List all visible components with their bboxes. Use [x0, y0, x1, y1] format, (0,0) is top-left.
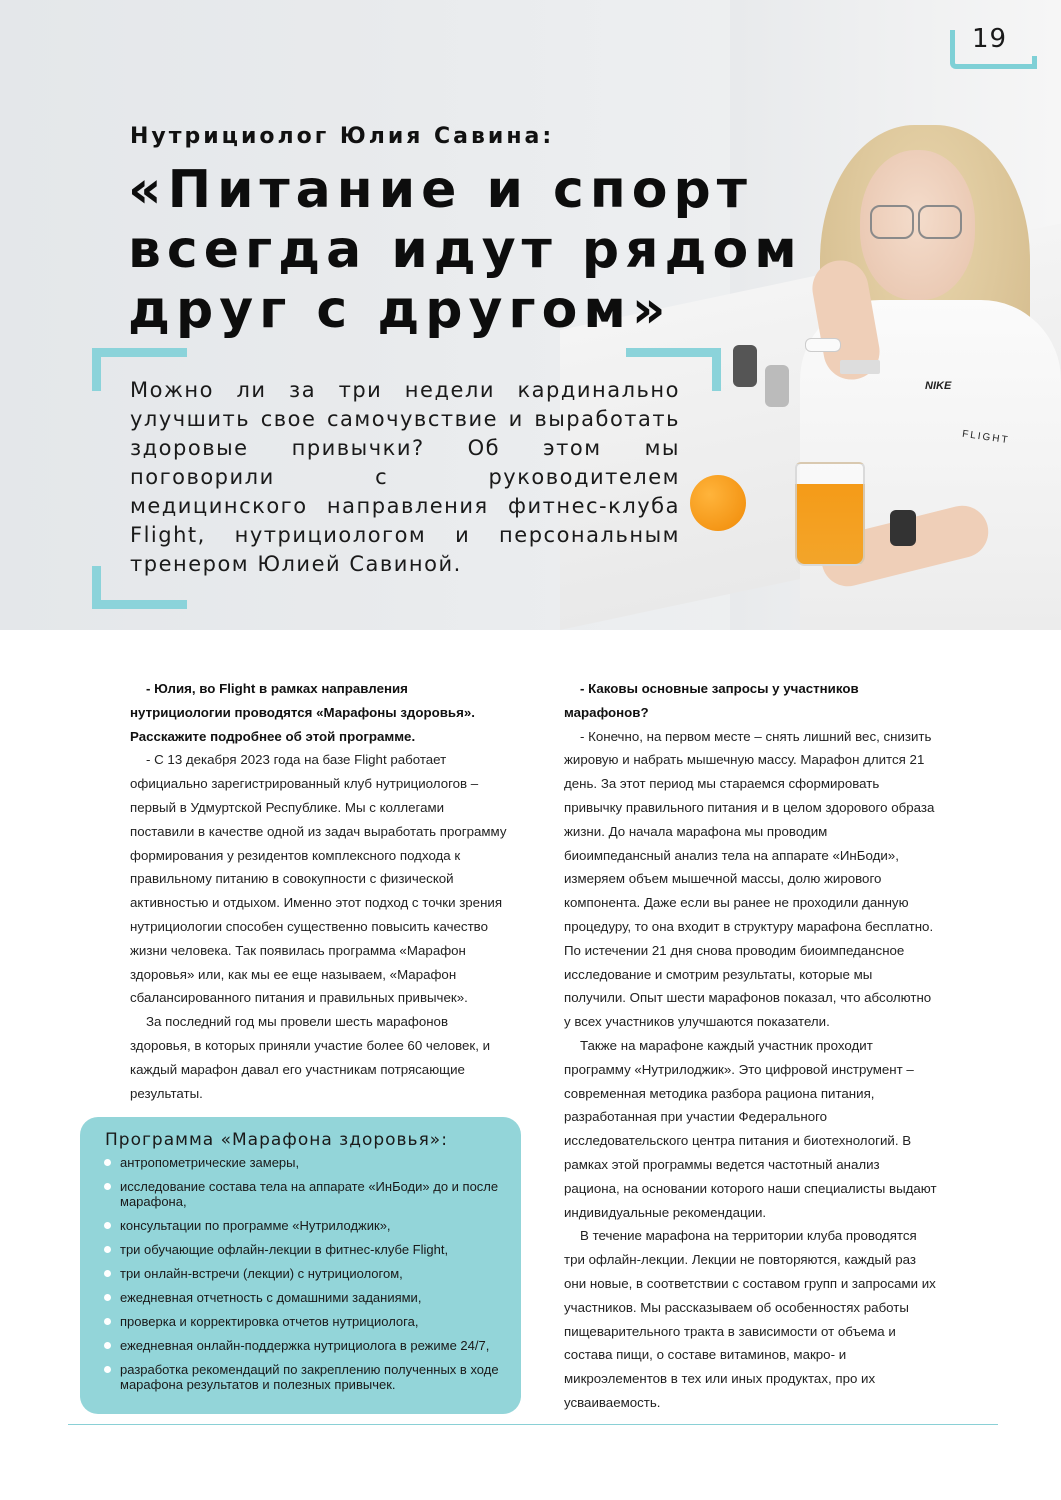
eyeglasses-lens — [918, 205, 962, 239]
wristband — [805, 338, 841, 352]
list-item: исследование состава тела на аппарате «ИнБоди» до и после марафона, — [104, 1179, 509, 1210]
footer-rule — [68, 1424, 998, 1425]
title-line: друг с другом» — [128, 280, 672, 340]
jar — [765, 365, 789, 407]
page-number-bracket — [990, 56, 1037, 66]
orange-fruit — [690, 475, 746, 531]
page-number: 19 — [972, 24, 1008, 54]
left-column — [130, 677, 510, 1105]
answer-paragraph: - Конечно, на первом месте – снять лишний вес, снизить жировую и набрать мышечную массу. Марафон длится 21 день. За этот период мы стараемся сформировать привычку правильного питания и в целом здорового образа жизни. До начала марафона мы проводим биоимпедансный анализ тела на аппарате «ИнБоди», измеряем объем мышечной массы, долю жирового компонента. Даже если вы ранее не проходили данную процедуру, то она входит в структуру марафона бесплатно. По истечении 21 дня снова проводим биоимпедансное исследование и смотрим результаты, которые мы получили. Опыт шести марафонов показал, что абсолютно у всех участников улучшаются показатели. — [564, 728, 935, 1030]
article-title — [128, 160, 828, 340]
title-line: «Питание и спорт — [128, 160, 753, 220]
article-kicker: Нутрициолог Юлия Савина: — [130, 124, 555, 149]
hero-section — [0, 0, 1061, 630]
juice-glass — [795, 462, 865, 566]
list-item: ежедневная отчетность с домашними заданиями, — [104, 1290, 509, 1306]
program-list — [104, 1155, 509, 1401]
lead-paragraph: Можно ли за три недели кардинально улучшить свое самочувствие и выработать здоровые привычки? Об этом мы поговорили с руководителем медицинского направления фитнес-клуба Flight, нутрициологом и персональным тренером Юлией Савиной. — [130, 378, 680, 576]
answer-paragraph: - С 13 декабря 2023 года на базе Flight работает официально зарегистрированный клуб нутрициологов – первый в Удмуртской Республике. Мы с коллегами поставили в качестве одной из задач выработать программу формирования у резидентов комплексного подхода к правильному питанию в совокупности с физической активностью и отдыхом. Именно этот подход с точки зрения нутрициологии способен существенно повысить качество жизни человека. Так появилась программа «Марафон здоровья» или, как мы ее еще называем, «Марафон сбалансированного питания и правильных привычек». — [130, 752, 507, 1006]
list-item: проверка и корректировка отчетов нутрициолога, — [104, 1314, 509, 1330]
jar — [733, 345, 757, 387]
question: - Юлия, во Flight в рамках направления нутрициологии проводятся «Марафоны здоровья». Расскажите подробнее об этой программе. — [130, 681, 475, 744]
answer-paragraph: За последний год мы провели шесть марафонов здоровья, в которых приняли участие более 60 человек, и каждый марафон давал его участникам потрясающие результаты. — [130, 1014, 491, 1101]
list-item: ежедневная онлайн-поддержка нутрициолога в режиме 24/7, — [104, 1338, 509, 1354]
question: - Каковы основные запросы у участников марафонов? — [564, 681, 859, 720]
answer-paragraph: В течение марафона на территории клуба проводятся три офлайн-лекции. Лекции не повторяются, каждый раз они новые, в соответствии с составом групп и запросами их участников. Мы рассказываем об особенностях работы пищеварительного тракта в зависимости от объема и состава пищи, о составе витаминов, макро- и микроэлементов в тех или иных продуктах, про их усваиваемость. — [564, 1228, 936, 1410]
list-item: консультации по программе «Нутрилоджик», — [104, 1218, 509, 1234]
name-badge — [840, 360, 880, 374]
list-item: разработка рекомендаций по закреплению полученных в ходе марафона результатов и полезных привычек. — [104, 1362, 509, 1393]
list-item: три обучающие офлайн-лекции в фитнес-клубе Flight, — [104, 1242, 509, 1258]
nike-logo: NIKE — [925, 380, 952, 392]
smartwatch — [890, 510, 916, 546]
eyeglasses-lens — [870, 205, 914, 239]
program-box-title: Программа «Марафона здоровья»: — [105, 1130, 448, 1150]
list-item: три онлайн-встречи (лекции) с нутрициологом, — [104, 1266, 509, 1282]
flight-logo: FLIGHT — [961, 428, 1011, 447]
answer-paragraph: Также на марафоне каждый участник проходит программу «Нутрилоджик». Это цифровой инструмент – современная методика разбора рациона питания, разработанная при участии Федерального исследовательского центра питания и биотехнологий. В рамках этой программы ведется частотный анализ рациона, на основании которого наши специалисты выдают индивидуальные рекомендации. — [564, 1037, 937, 1220]
right-column — [564, 677, 937, 1415]
list-item: антропометрические замеры, — [104, 1155, 509, 1171]
title-line: всегда идут рядом — [128, 220, 803, 280]
